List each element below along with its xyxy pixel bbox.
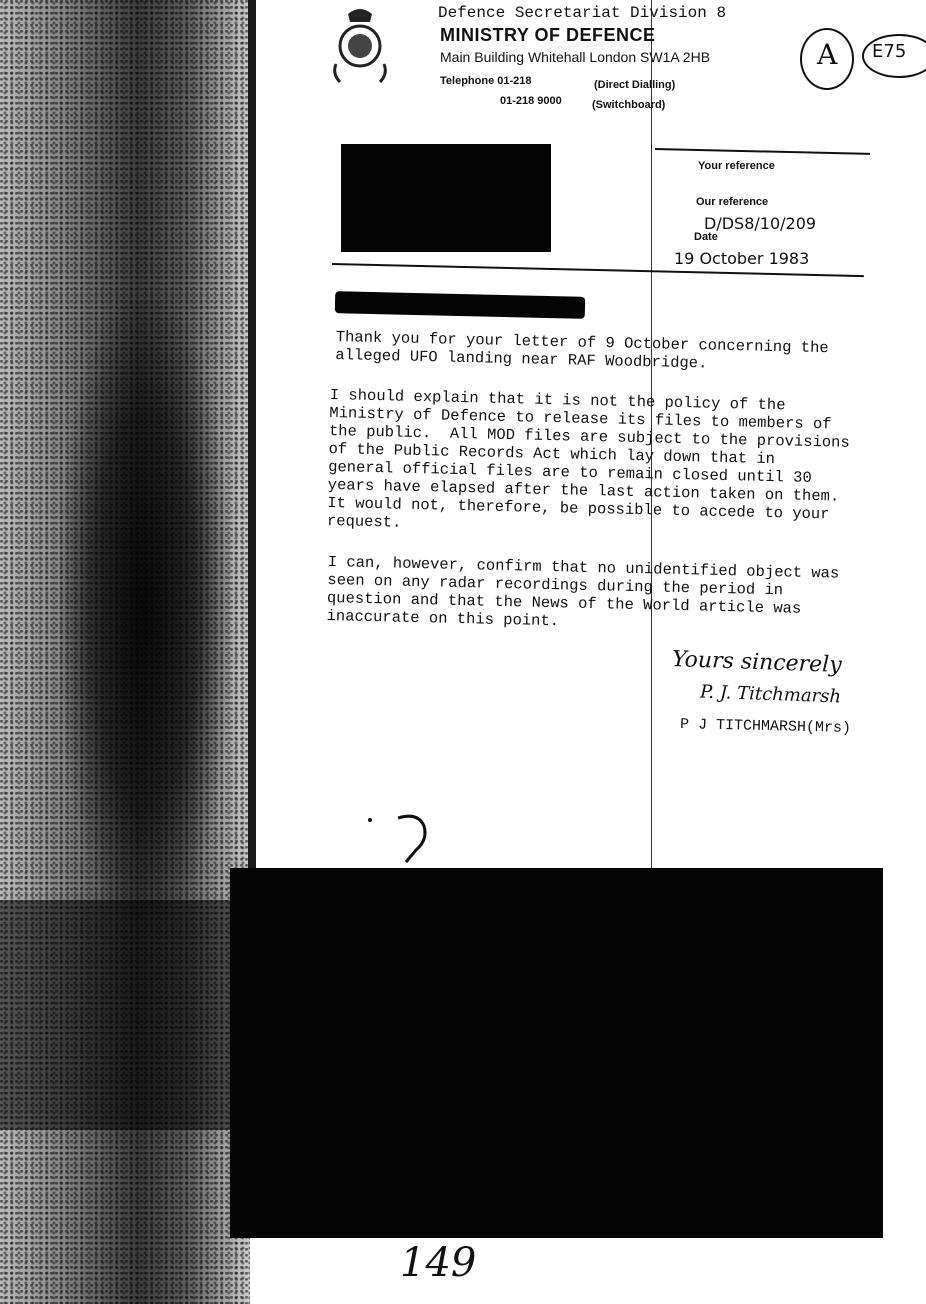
telephone-direct-number: Telephone 01-218 (440, 75, 532, 87)
redacted-salutation (335, 291, 585, 319)
our-reference-value: D/DS8/10/209 (704, 214, 817, 233)
letter-paragraph-3: I can, however, confirm that no unidentified object was seen on any radar recordings during the period in question and that the News of the World article was inaccurate on this point. (326, 553, 840, 631)
signatory-name: P J TITCHMARSH(Mrs) (679, 716, 852, 737)
telephone-direct-label: (Direct Dialling) (594, 79, 676, 91)
scan-shadow-bottom-left (0, 900, 240, 1130)
valediction: Yours sincerely (671, 647, 843, 678)
letter-paragraph-2: I should explain that it is not the policy of the Ministry of Defence to release its files to members of the public. All MOD files are subject to the provisions of the Public Records Act which lay down that in general official files are to remain closed until 30 years have elapsed after the last action taken on them. It would not, therefore, be possible to accede to your request. (326, 386, 850, 532)
ink-scribble-mark (358, 800, 438, 870)
department-name: Defence Secretariat Division 8 (438, 4, 727, 22)
scan-black-area (230, 868, 883, 1238)
circled-enclosure-code: E75 (872, 41, 907, 62)
page-edge (248, 0, 256, 870)
handwritten-signature: P. J. Titchmarsh (699, 681, 842, 708)
ministry-address: Main Building Whitehall London SW1A 2HB (440, 49, 711, 65)
ministry-name: MINISTRY OF DEFENCE (440, 25, 656, 45)
divider-line (655, 148, 870, 155)
our-reference-label: Our reference (696, 196, 769, 208)
redacted-recipient-address (341, 144, 551, 252)
date-value: 19 October 1983 (674, 249, 810, 268)
your-reference-label: Your reference (698, 160, 775, 172)
telephone-switchboard-number: 01-218 9000 (500, 95, 562, 107)
royal-crest-icon (330, 4, 390, 88)
date-label: Date (694, 231, 718, 243)
circled-mark-letter: A (817, 38, 838, 71)
handwritten-page-number: 149 (400, 1240, 477, 1286)
letter-paragraph-1: Thank you for your letter of 9 October concerning the alleged UFO landing near RAF Woodbridge. (335, 328, 829, 373)
telephone-switchboard-label: (Switchboard) (592, 99, 666, 111)
scan-shadow-dark (60, 300, 230, 920)
